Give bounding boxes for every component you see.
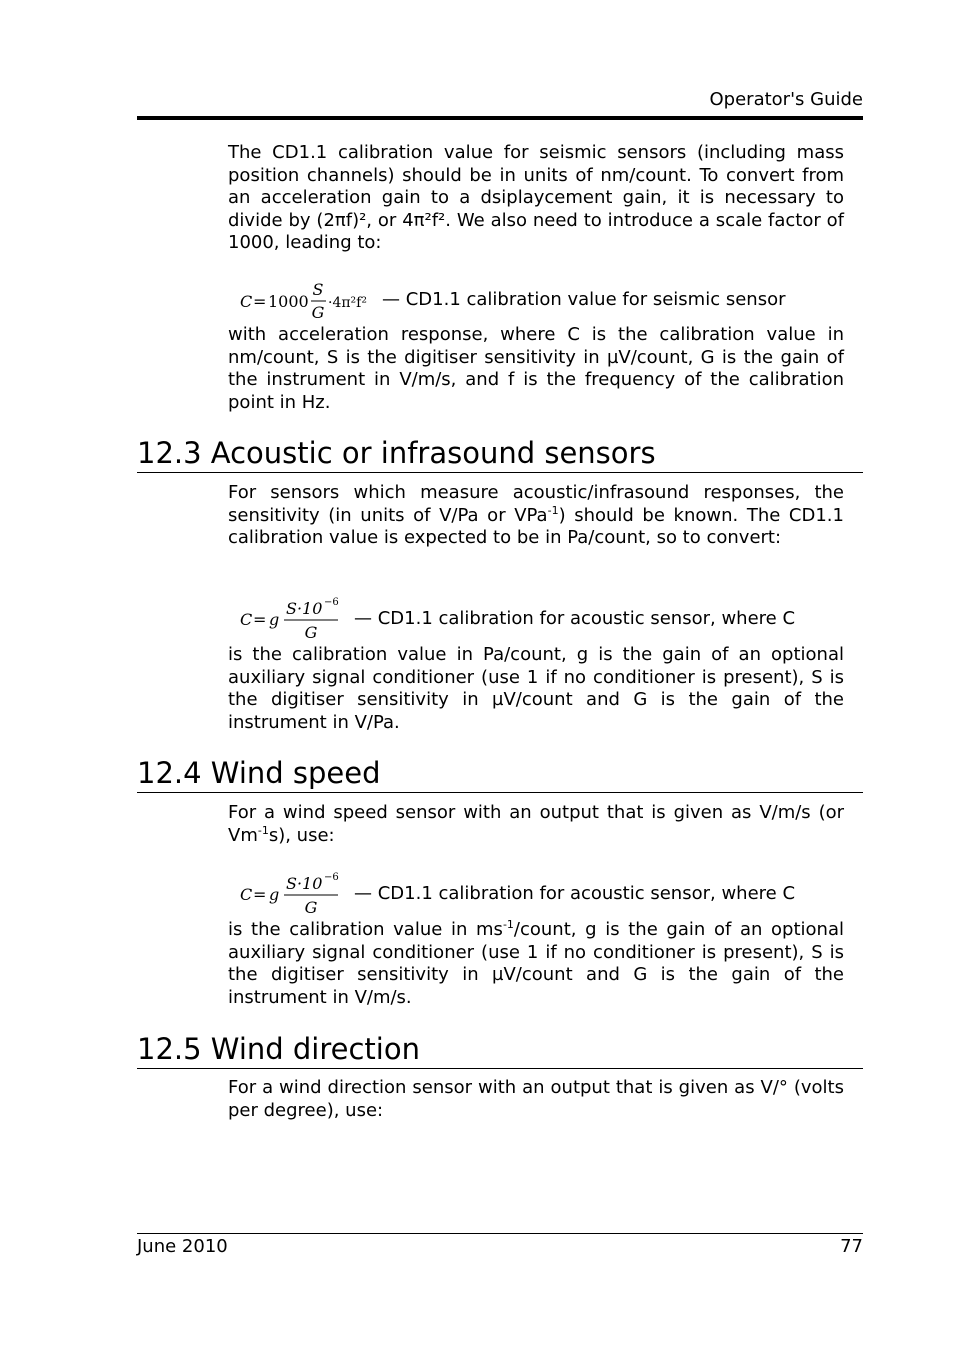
section-heading-12-3: 12.3 Acoustic or infrasound sensors — [137, 436, 863, 473]
seismic-formula — [228, 278, 368, 324]
acoustic-paragraph: For sensors which measure acoustic/infrasound responses, the sensitivity (in units of V/Pa or VPa$^{-1}$) should be known. The CD1.1 calibration value is expected to be in Pa/count, so to convert: — [228, 482, 844, 548]
svg-text:−6: −6 — [324, 597, 339, 608]
svg-text:C: C — [240, 885, 253, 904]
footer-rule — [137, 1233, 863, 1234]
svg-text:=: = — [253, 885, 267, 904]
seismic-formula-block — [228, 278, 844, 414]
wind-speed-formula-caption: — CD1.1 calibration for acoustic sensor, where C — [354, 883, 796, 904]
formula-denominator: G — [311, 303, 325, 322]
svg-text:g: g — [269, 885, 280, 904]
wind-speed-paragraph: For a wind speed sensor with an output that is given as V/m/s (or $Vm^{-1}s$), use: — [228, 802, 844, 846]
svg-text:S·10: S·10 — [286, 599, 323, 618]
wind-speed-formula-description: is the calibration value in $ms^{-1}$/count, g is the gain of an optional auxiliary signal conditioner (use 1 if no conditioner is present), S is the digitiser sensitivity in µV/count and G is the gain of the instrument in V/m/s. — [228, 918, 844, 1008]
svg-text:=: = — [253, 610, 267, 629]
header-rule — [137, 116, 863, 120]
section-heading-12-5: 12.5 Wind direction — [137, 1032, 863, 1069]
acoustic-formula-block — [228, 594, 844, 734]
acoustic-formula — [228, 594, 340, 644]
acoustic-formula-description: is the calibration value in Pa/count, g is the gain of an optional auxiliary signal conditioner (use 1 if no conditioner is present), S is the digitiser sensitivity in µV/count and G is the gain of the instrument in V/Pa. — [228, 644, 844, 733]
svg-text:−6: −6 — [324, 872, 339, 883]
page-number: 77 — [840, 1236, 863, 1257]
wind-speed-formula-block — [228, 869, 844, 1009]
svg-text:G: G — [304, 898, 318, 917]
wind-speed-formula — [228, 869, 340, 919]
formula-lhs: C — [240, 292, 253, 311]
svg-text:G: G — [304, 623, 318, 642]
wind-direction-paragraph: For a wind direction sensor with an output that is given as V/° (volts per degree), use: — [228, 1077, 844, 1121]
acoustic-formula-caption: — CD1.1 calibration for acoustic sensor, where C — [354, 608, 796, 629]
intro-paragraph: The CD1.1 calibration value for seismic sensors (including mass position channels) should be in units of nm/count. To convert from an acceleration gain to a dsiplaycement gain, it is necessary to divide by (2πf)², or 4π²f². We also need to introduce a scale factor of 1000, leading to: — [228, 142, 844, 253]
footer-date: June 2010 — [137, 1236, 228, 1257]
formula-coef: 1000 — [268, 292, 309, 311]
seismic-formula-description: with acceleration response, where C is the calibration value in nm/count, S is the digitiser sensitivity in µV/count, G is the gain of the instrument in V/m/s, and f is the frequency of the calibration point in Hz. — [228, 324, 844, 413]
svg-text:C: C — [240, 610, 253, 629]
formula-tail: ·4π²f² — [328, 295, 367, 311]
svg-text:S·10: S·10 — [286, 874, 323, 893]
running-header: Operator's Guide — [709, 89, 863, 110]
formula-numerator: S — [312, 280, 324, 299]
seismic-formula-caption: — CD1.1 calibration value for seismic sensor — [382, 289, 786, 310]
svg-text:=: = — [253, 292, 267, 311]
section-heading-12-4: 12.4 Wind speed — [137, 756, 863, 793]
svg-text:g: g — [269, 610, 280, 629]
